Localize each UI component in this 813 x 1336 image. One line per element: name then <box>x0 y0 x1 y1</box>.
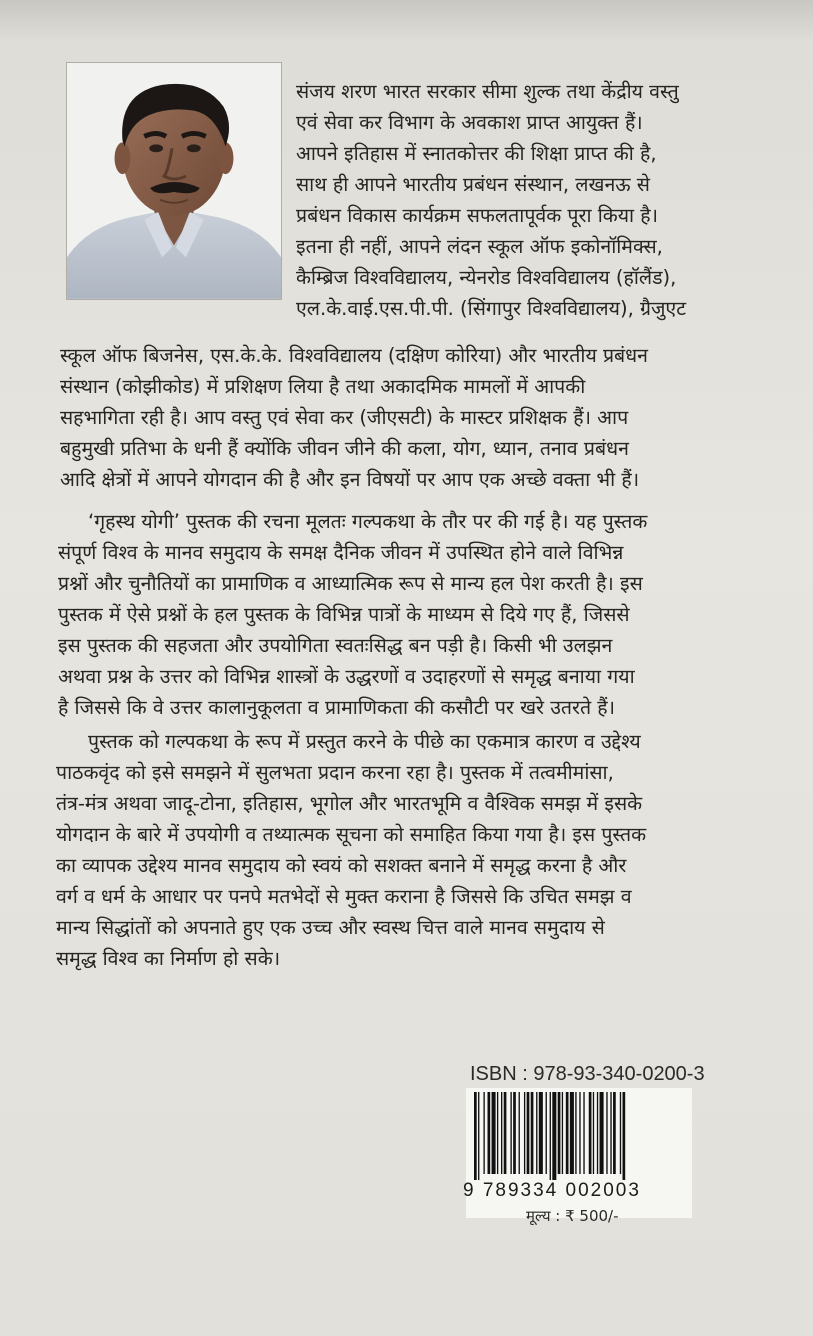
barcode-bar <box>613 1092 616 1174</box>
author-portrait-image <box>67 63 281 299</box>
bio-line: सहभागिता रही है। आप वस्तु एवं सेवा कर (जीएसटी) के मास्टर प्रशिक्षक हैं। आप <box>60 406 629 429</box>
purpose-line: योगदान के बारे में उपयोगी व तथ्यात्मक सूचना को समाहित किया गया है। इस पुस्तक <box>56 823 647 846</box>
barcode-bar <box>539 1092 543 1174</box>
barcode-bar <box>519 1092 520 1174</box>
barcode-bar <box>474 1092 477 1180</box>
bio-line: एवं सेवा कर विभाग के अवकाश प्राप्त आयुक्त हैं। <box>296 111 643 134</box>
book-description <box>58 506 736 723</box>
barcode-bar <box>552 1092 556 1180</box>
author-bio-full <box>60 340 732 495</box>
bio-line: स्कूल ऑफ बिजनेस, एस.के.के. विश्वविद्यालय (दक्षिण कोरिया) और भारतीय प्रबंधन <box>60 344 648 367</box>
bio-line: संजय शरण भारत सरकार सीमा शुल्क तथा केंद्रीय वस्तु <box>296 80 679 103</box>
barcode-bar <box>510 1092 511 1174</box>
barcode-bar <box>527 1092 530 1174</box>
barcode-bar <box>597 1092 598 1174</box>
barcode-bars <box>466 1088 692 1180</box>
barcode-bar <box>600 1092 604 1174</box>
purpose-line: वर्ग व धर्म के आधार पर पनपे मतभेदों से मुक्त कराना है जिससे कि उचित समझ व <box>56 885 632 908</box>
barcode-bar <box>497 1092 498 1174</box>
barcode-bar <box>606 1092 607 1174</box>
barcode-bar <box>610 1092 611 1174</box>
description-line: इस पुस्तक की सहजता और उपयोगिता स्वतःसिद्ध बन पड़ी है। किसी भी उलझन <box>58 634 613 657</box>
description-line: है जिससे कि वे उत्तर कालानुकूलता व प्रामाणिकता की कसौटी पर खरे उतरते हैं। <box>58 696 616 719</box>
barcode-bar <box>501 1092 502 1174</box>
book-purpose <box>56 726 738 974</box>
purpose-line: समृद्ध विश्व का निर्माण हो सके। <box>56 947 281 970</box>
barcode-bar <box>513 1092 516 1174</box>
purpose-line: तंत्र-मंत्र अथवा जादू-टोना, इतिहास, भूगोल और भारतभूमि व वैश्विक समझ में इसके <box>56 792 643 815</box>
barcode-bar <box>583 1092 584 1174</box>
description-line: पुस्तक में ऐसे प्रश्नों के हल पुस्तक के विभिन्न पात्रों के माध्यम से दिये गए हैं, जिससे <box>58 603 630 626</box>
barcode-bar <box>504 1092 507 1174</box>
price-label: मूल्य : ₹ 500/- <box>526 1207 619 1225</box>
barcode-bar <box>550 1092 551 1180</box>
barcode-bar <box>483 1092 484 1174</box>
barcode-bar <box>575 1092 576 1174</box>
barcode-bar <box>492 1092 496 1174</box>
barcode-digits: 9 789334 002003 <box>463 1180 641 1201</box>
barcode-bar <box>589 1092 592 1174</box>
barcode-bar <box>566 1092 569 1174</box>
bio-line: आदि क्षेत्रों में आपने योगदान की है और इन विषयों पर आप एक अच्छे वक्ता भी हैं। <box>60 468 640 491</box>
bio-line: बहुमुखी प्रतिभा के धनी हैं क्योंकि जीवन जीने की कला, योग, ध्यान, तनाव प्रबंधन <box>60 437 629 460</box>
barcode-bar <box>488 1092 491 1174</box>
description-line: अथवा प्रश्न के उत्तर को विभिन्न शास्त्रों के उद्धरणों व उदाहरणों से समृद्ध बनाया गया <box>58 665 635 688</box>
description-line: संपूर्ण विश्व के मानव समुदाय के समक्ष दैनिक जीवन में उपस्थित होने वाले विभिन्न <box>58 541 624 564</box>
purpose-line: मान्य सिद्धांतों को अपनाते हुए एक उच्च और स्वस्थ चित्त वाले मानव समुदाय से <box>56 916 605 939</box>
barcode-bar <box>536 1092 537 1174</box>
bio-line: प्रबंधन विकास कार्यक्रम सफलतापूर्वक पूरा किया है। <box>296 204 659 227</box>
barcode-bar <box>558 1092 561 1174</box>
description-line: प्रश्नों और चुनौतियों का प्रामाणिक व आध्यात्मिक रूप से मान्य हल पेश करती है। इस <box>58 572 643 595</box>
description-line: ‘गृहस्थ योगी’ पुस्तक की रचना मूलतः गल्पकथा के तौर पर की गई है। यह पुस्तक <box>88 510 648 533</box>
barcode-bar <box>562 1092 563 1174</box>
bio-line: संस्थान (कोझीकोड) में प्रशिक्षण लिया है तथा अकादमिक मामलों में आपकी <box>60 375 586 398</box>
bio-line: आपने इतिहास में स्नातकोत्तर की शिक्षा प्राप्त की है, <box>296 142 657 165</box>
author-bio-wrapped <box>296 76 724 324</box>
bio-line: एल.के.वाई.एस.पी.पी. (सिंगापुर विश्वविद्यालय), ग्रैजुएट <box>296 297 687 320</box>
barcode-bar <box>531 1092 534 1174</box>
barcode-bar <box>620 1092 621 1174</box>
barcode-bar <box>623 1092 626 1180</box>
barcode-bar <box>478 1092 479 1180</box>
barcode-bar <box>546 1092 547 1174</box>
bio-line: कैम्ब्रिज विश्वविद्यालय, न्येनरोड विश्वविद्यालय (हॉलैंड), <box>296 266 677 289</box>
barcode-bar <box>593 1092 594 1174</box>
purpose-line: का व्यापक उद्देश्य मानव समुदाय को स्वयं को सशक्त बनाने में समृद्ध करना है और <box>56 854 627 877</box>
barcode-bar <box>524 1092 525 1174</box>
purpose-line: पाठकवृंद को इसे समझने में सुलभता प्रदान करना रहा है। पुस्तक में तत्वमीमांसा, <box>56 761 614 784</box>
bio-line: साथ ही आपने भारतीय प्रबंधन संस्थान, लखनऊ से <box>296 173 650 196</box>
barcode-bar <box>570 1092 574 1174</box>
author-photo <box>66 62 282 300</box>
isbn-label: ISBN : 978-93-340-0200-3 <box>470 1063 705 1085</box>
barcode-bar <box>579 1092 580 1174</box>
purpose-line: पुस्तक को गल्पकथा के रूप में प्रस्तुत करने के पीछे का एकमात्र कारण व उद्देश्य <box>88 730 641 753</box>
bio-line: इतना ही नहीं, आपने लंदन स्कूल ऑफ इकोनॉमिक्स, <box>296 235 663 258</box>
